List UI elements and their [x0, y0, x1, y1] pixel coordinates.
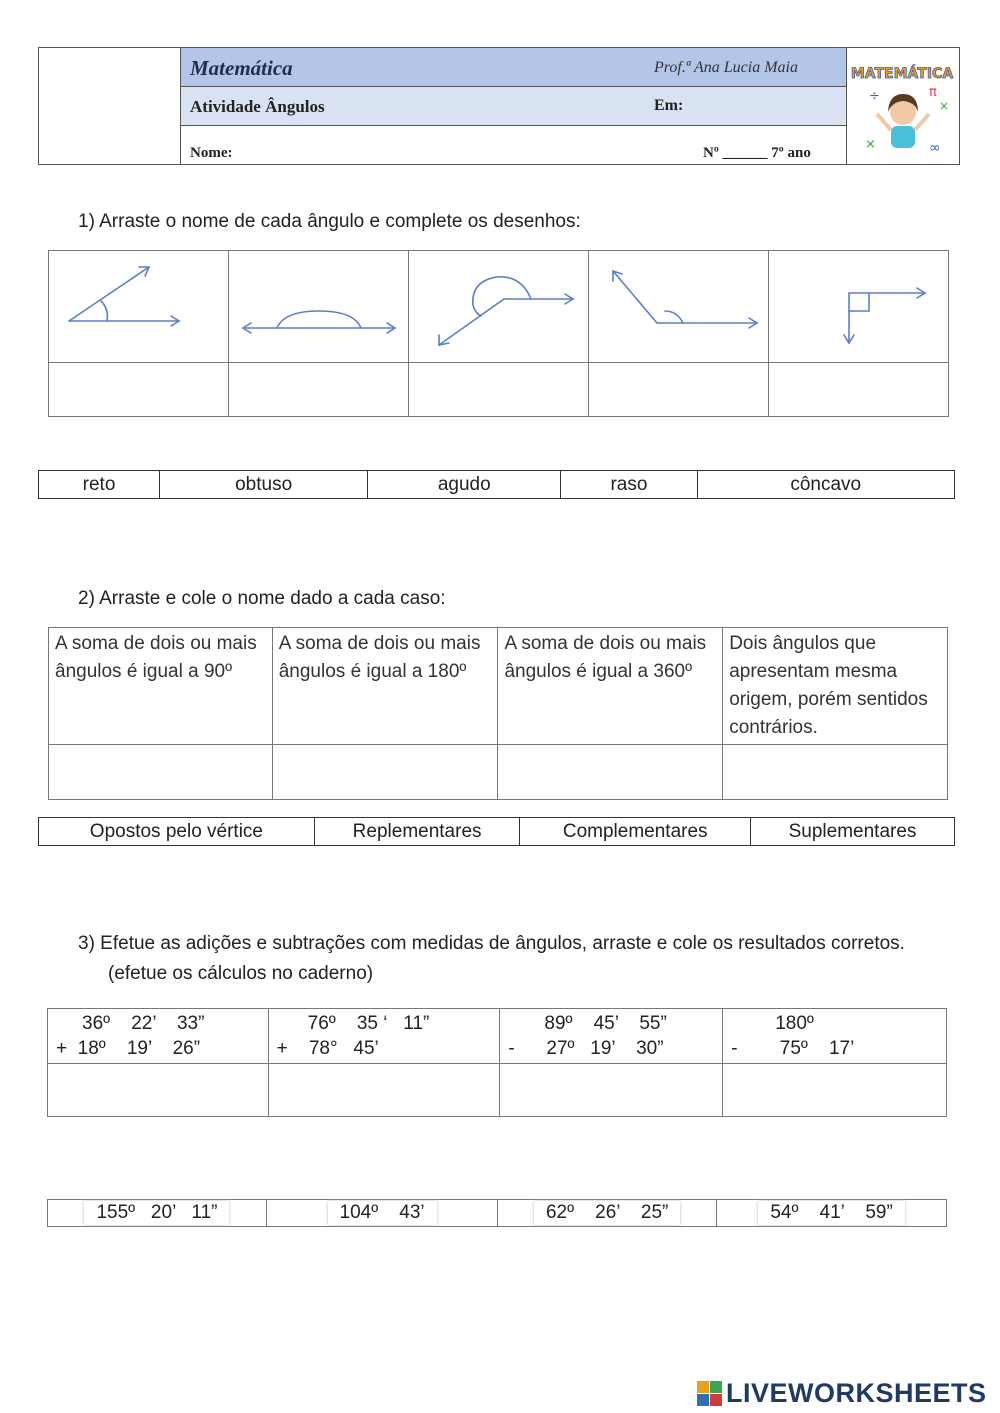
answer-cell [266, 1200, 497, 1227]
word-complementares[interactable]: Complementares [520, 818, 751, 846]
q2-word-bank [38, 817, 955, 846]
q2-drop-slot[interactable] [272, 745, 498, 800]
word-reto[interactable]: reto [39, 471, 160, 499]
q3-prompt-line1: 3) Efetue as adições e subtrações com medidas de ângulos, arraste e cole os resultados corretos. [78, 933, 905, 954]
operation-1-line2: + 18º 19’ 26” [56, 1038, 201, 1059]
drawing-straight [229, 251, 409, 363]
nome-label: Nome: [190, 145, 233, 161]
drawing-obtuse [589, 251, 769, 363]
operation-1-line1: 36º 22’ 33” [82, 1013, 205, 1034]
word-replementares[interactable]: Replementares [314, 818, 520, 846]
svg-text:×: × [939, 99, 950, 113]
q3-answer-bank [47, 1199, 947, 1227]
drawing-right [769, 251, 949, 363]
drawing-acute [49, 251, 229, 363]
q3-prompt-line2: (efetue os cálculos no caderno) [108, 963, 374, 984]
word-concavo[interactable]: côncavo [697, 471, 954, 499]
operation-2 [268, 1009, 500, 1064]
q3-drop-slot[interactable] [48, 1064, 269, 1117]
svg-text:÷: ÷ [869, 89, 880, 104]
operation-2-line1: 76º 35 ‘ 11” [307, 1013, 430, 1034]
answer-cell [48, 1200, 267, 1227]
operation-4 [723, 1009, 947, 1064]
answer-cell [498, 1200, 717, 1227]
operation-4-line2: - 75º 17’ [731, 1038, 855, 1059]
word-agudo[interactable]: agudo [368, 471, 561, 499]
case-complementares: A soma de dois ou mais ângulos é igual a 90º [49, 628, 273, 745]
subject-title: Matemática [190, 56, 293, 80]
q1-drop-slot[interactable] [589, 363, 769, 417]
header-blank-cell [38, 47, 181, 165]
q1-drop-slot[interactable] [409, 363, 589, 417]
liveworksheets-brand: LIVEWORKSHEETS [726, 1378, 987, 1408]
answer-chip[interactable]: 155º 20’ 11” [84, 1201, 229, 1225]
word-obtuso[interactable]: obtuso [160, 471, 368, 499]
svg-text:×: × [865, 137, 876, 152]
operation-3-line1: 89º 45’ 55” [544, 1013, 667, 1034]
q1-drop-slot[interactable] [769, 363, 949, 417]
answer-cell [717, 1200, 947, 1227]
teacher-name: Prof.ª Ana Lucia Maia [654, 59, 798, 76]
liveworksheets-logo-icon [697, 1381, 723, 1407]
word-raso[interactable]: raso [561, 471, 697, 499]
q3-drop-slot[interactable] [500, 1064, 723, 1117]
q3-drop-slot[interactable] [723, 1064, 947, 1117]
answer-chip[interactable]: 54º 41’ 59” [758, 1201, 904, 1225]
answer-chip[interactable]: 62º 26’ 25” [534, 1201, 680, 1225]
q1-word-bank [38, 470, 955, 499]
q2-prompt: 2) Arraste e cole o nome dado a cada caso: [78, 588, 446, 609]
operation-4-line1: 180º [775, 1013, 814, 1034]
case-opostos: Dois ângulos que apresentam mesma origem, porém sentidos contrários. [723, 628, 948, 745]
q1-prompt: 1) Arraste o nome de cada ângulo e complete os desenhos: [78, 211, 581, 232]
svg-text:∞: ∞ [929, 140, 941, 156]
case-suplementares: A soma de dois ou mais ângulos é igual a 180º [272, 628, 498, 745]
activity-title: Atividade Ângulos [190, 97, 325, 116]
q3-drop-slot[interactable] [268, 1064, 500, 1117]
case-replementares: A soma de dois ou mais ângulos é igual a 360º [498, 628, 723, 745]
em-label: Em: [654, 97, 684, 114]
operation-2-line2: + 78° 45’ [276, 1038, 379, 1059]
q3-operations-table [47, 1008, 947, 1117]
q1-drawings-table [48, 250, 949, 417]
drawing-concave [409, 251, 589, 363]
operation-3 [500, 1009, 723, 1064]
q1-drop-slot[interactable] [229, 363, 409, 417]
operation-3-line2: - 27º 19’ 30” [508, 1038, 664, 1059]
q2-drop-slot[interactable] [49, 745, 273, 800]
answer-chip[interactable]: 104º 43’ [328, 1201, 437, 1225]
q2-cases-table [48, 627, 948, 800]
q2-drop-slot[interactable] [723, 745, 948, 800]
word-suplementares[interactable]: Suplementares [751, 818, 955, 846]
numero-label: Nº ______ 7º ano [703, 145, 811, 161]
svg-text:π: π [929, 85, 937, 100]
math-logo [846, 48, 959, 164]
q1-drop-slot[interactable] [49, 363, 229, 417]
logo-text: MATEMÁTICA [850, 66, 954, 82]
q2-drop-slot[interactable] [498, 745, 723, 800]
operation-1 [48, 1009, 269, 1064]
word-opostos-pelo-vertice[interactable]: Opostos pelo vértice [39, 818, 315, 846]
